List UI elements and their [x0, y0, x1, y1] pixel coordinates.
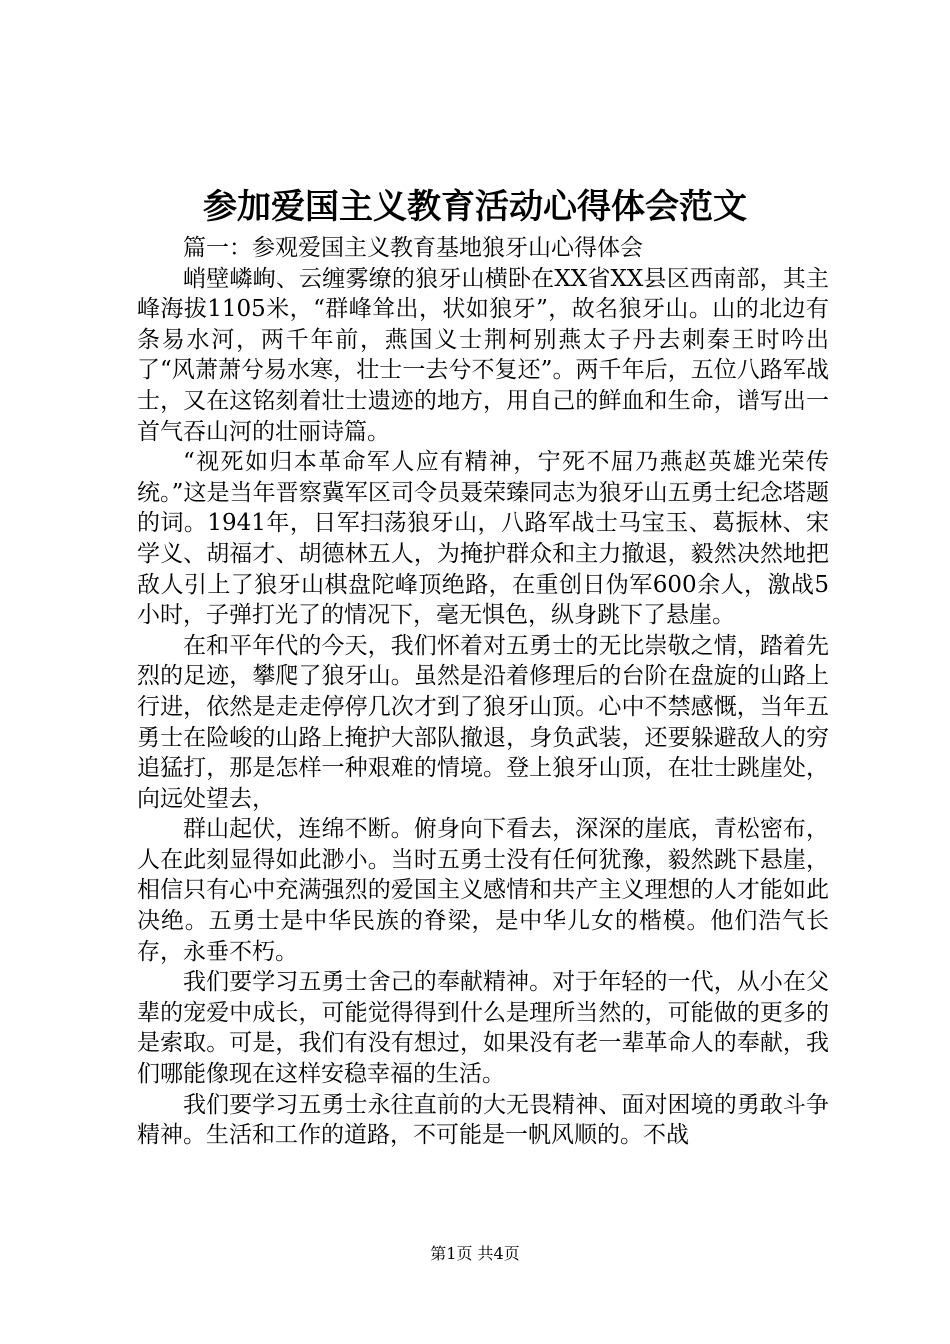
paragraph: “视死如归本革命军人应有精神，宁死不屈乃燕赵英雄光荣传统。”这是当年晋察冀军区司令员聂荣臻同志为狼牙山五勇士纪念塔题的词。1941年，日军扫荡狼牙山，八路军战士马宝玉、葛振林、宋学义、胡福才、胡德林五人，为掩护群众和主力撤退，毅然决然地把敌人引上了狼牙山棋盘陀峰顶绝路，在重创日伪军600余人，激战5小时，子弹打光了的情况下，毫无惧色，纵身跳下了悬崖。 — [137, 449, 829, 629]
paragraph: 在和平年代的今天，我们怀着对五勇士的无比崇敬之情，踏着先烈的足迹，攀爬了狼牙山。虽然是沿着修理后的台阶在盘旋的山路上行进，依然是走走停停几次才到了狼牙山顶。心中不禁感慨，当年五勇士在险峻的山路上掩护大部队撤退，身负武装，还要躲避敌人的穷追猛打，那是怎样一种艰难的情境。登上狼牙山顶，在壮士跳崖处，向远处望去， — [137, 632, 829, 812]
paragraph: 群山起伏，连绵不断。俯身向下看去，深深的崖底，青松密布，人在此刻显得如此渺小。当时五勇士没有任何犹豫，毅然跳下悬崖，相信只有心中充满强烈的爱国主义感情和共产主义理想的人才能如此决绝。五勇士是中华民族的脊梁，是中华儿女的楷模。他们浩气长存，永垂不朽。 — [137, 816, 829, 965]
paragraph: 我们要学习五勇士永往直前的大无畏精神、面对困境的勇敢斗争精神。生活和工作的道路，不可能是一帆风顺的。不战 — [137, 1091, 829, 1149]
paragraph: 峭壁嶙峋、云缠雾缭的狼牙山横卧在XX省XX县区西南部，其主峰海拔1105米，“群峰耸出，状如狼牙”，故名狼牙山。山的北边有条易水河，两千年前，燕国义士荆柯别燕太子丹去刺秦王时吟出了“风萧萧兮易水寒，壮士一去兮不复还”。两千年后，五位八路军战士，又在这铭刻着壮士遗迹的地方，用自己的鲜血和生命，谱写出一首气吞山河的壮丽诗篇。 — [137, 265, 829, 445]
document-title: 参加爱国主义教育活动心得体会范文 — [203, 187, 747, 227]
paragraph-heading: 篇一：参观爱国主义教育基地狼牙山心得体会 — [183, 235, 643, 261]
page-footer: 第1页 共4页 — [430, 1244, 520, 1263]
paragraph: 我们要学习五勇士舍己的奉献精神。对于年轻的一代，从小在父辈的宠爱中成长，可能觉得得到什么是理所当然的，可能做的更多的是索取。可是，我们有没有想过，如果没有老一辈革命人的奉献，我们哪能像现在这样安稳幸福的生活。 — [137, 969, 829, 1088]
document-body — [137, 233, 829, 1151]
